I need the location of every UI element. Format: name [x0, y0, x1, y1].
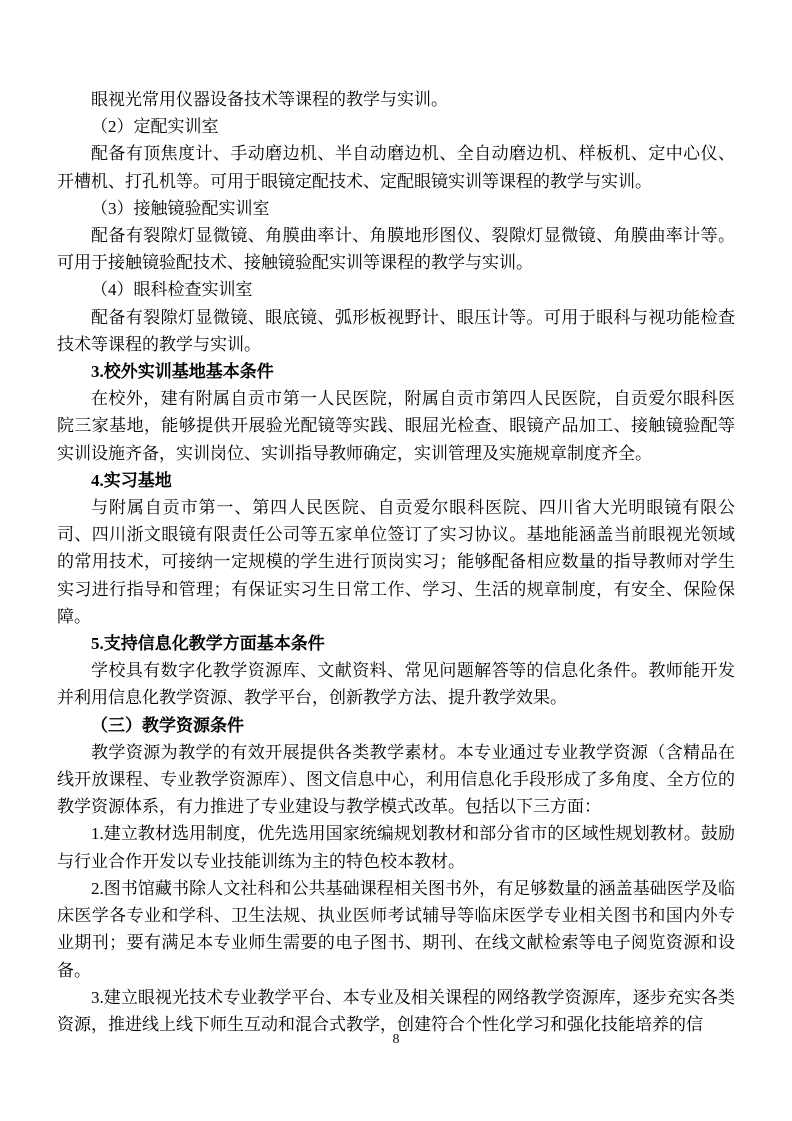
heading-teaching-resources: （三）教学资源条件: [91, 715, 244, 735]
paragraph: 学校具有数字化教学资源库、文献资料、常见问题解答等的信息化条件。教师能开发并利用信息化教学资源、教学平台，创新教学方法、提升教学效果。: [57, 661, 735, 708]
paragraph-continuation: 眼视光常用仪器设备技术等课程的教学与实训。: [91, 90, 448, 109]
paragraph-item-1: 1.建立教材选用制度，优先选用国家统编规划教材和部分省市的区域性规划教材。鼓励与行业合作开发以专业技能训练为主的特色校本教材。: [57, 824, 735, 871]
heading-informatization-teaching: 5.支持信息化教学方面基本条件: [91, 634, 325, 654]
paragraph-item-3: 3.建立眼视光技术专业教学平台、本专业及相关课程的网络教学资源库，逐步充实各类资源，推进线上线下师生互动和混合式教学，创建符合个性化学习和强化技能培养的信: [57, 987, 735, 1034]
subheading-eye-exam-lab: （4）眼科检查实训室: [91, 280, 253, 300]
heading-internship-base: 4.实习基地: [91, 470, 172, 490]
paragraph: 配备有顶焦度计、手动磨边机、半自动磨边机、全自动磨边机、样板机、定中心仪、开槽机、打孔机等。可用于眼镜定配技术、定配眼镜实训等课程的教学与实训。: [57, 144, 735, 191]
heading-off-campus-training-base: 3.校外实训基地基本条件: [91, 362, 274, 382]
subheading-contact-lens-lab: （3）接触镜验配实训室: [91, 198, 270, 218]
page-number: 8: [392, 1032, 400, 1047]
paragraph-item-2: 2.图书馆藏书除人文社科和公共基础课程相关图书外，有足够数量的涵盖基础医学及临床医学各专业和学科、卫生法规、执业医师考试辅导等临床医学专业相关图书和国内外专业期刊；要有满足本专业师生需要的电子图书、期刊、在线文献检索等电子阅览资源和设备。: [57, 878, 735, 980]
paragraph: 与附属自贡市第一、第四人民医院、自贡爱尔眼科医院、四川省大光明眼镜有限公司、四川浙文眼镜有限责任公司等五家单位签订了实习协议。基地能涵盖当前眼视光领域的常用技术，可接纳一定规模的学生进行顶岗实习；能够配备相应数量的指导教师对学生实习进行指导和管理；有保证实习生日常工作、学习、生活的规章制度，有安全、保险保障。: [57, 498, 735, 626]
paragraph: 配备有裂隙灯显微镜、眼底镜、弧形板视野计、眼压计等。可用于眼科与视功能检查技术等课程的教学与实训。: [57, 307, 735, 354]
paragraph: 在校外，建有附属自贡市第一人民医院，附属自贡市第四人民医院，自贡爱尔眼科医院三家基地，能够提供开展验光配镜等实践、眼屈光检查、眼镜产品加工、接触镜验配等实训设施齐备，实训岗位、实训指导教师确定，实训管理及实施规章制度齐全。: [57, 389, 735, 463]
paragraph: 教学资源为教学的有效开展提供各类教学素材。本专业通过专业教学资源（含精品在线开放课程、专业教学资源库）、图文信息中心，利用信息化手段形成了多角度、全方位的教学资源体系，有力推进了专业建设与教学模式改革。包括以下三方面：: [57, 742, 735, 817]
paragraph: 配备有裂隙灯显微镜、角膜曲率计、角膜地形图仪、裂隙灯显微镜、角膜曲率计等。可用于接触镜验配技术、接触镜验配实训等课程的教学与实训。: [57, 226, 735, 273]
document-body: [57, 86, 735, 1038]
subheading-dingpei-lab: （2）定配实训室: [91, 117, 219, 137]
